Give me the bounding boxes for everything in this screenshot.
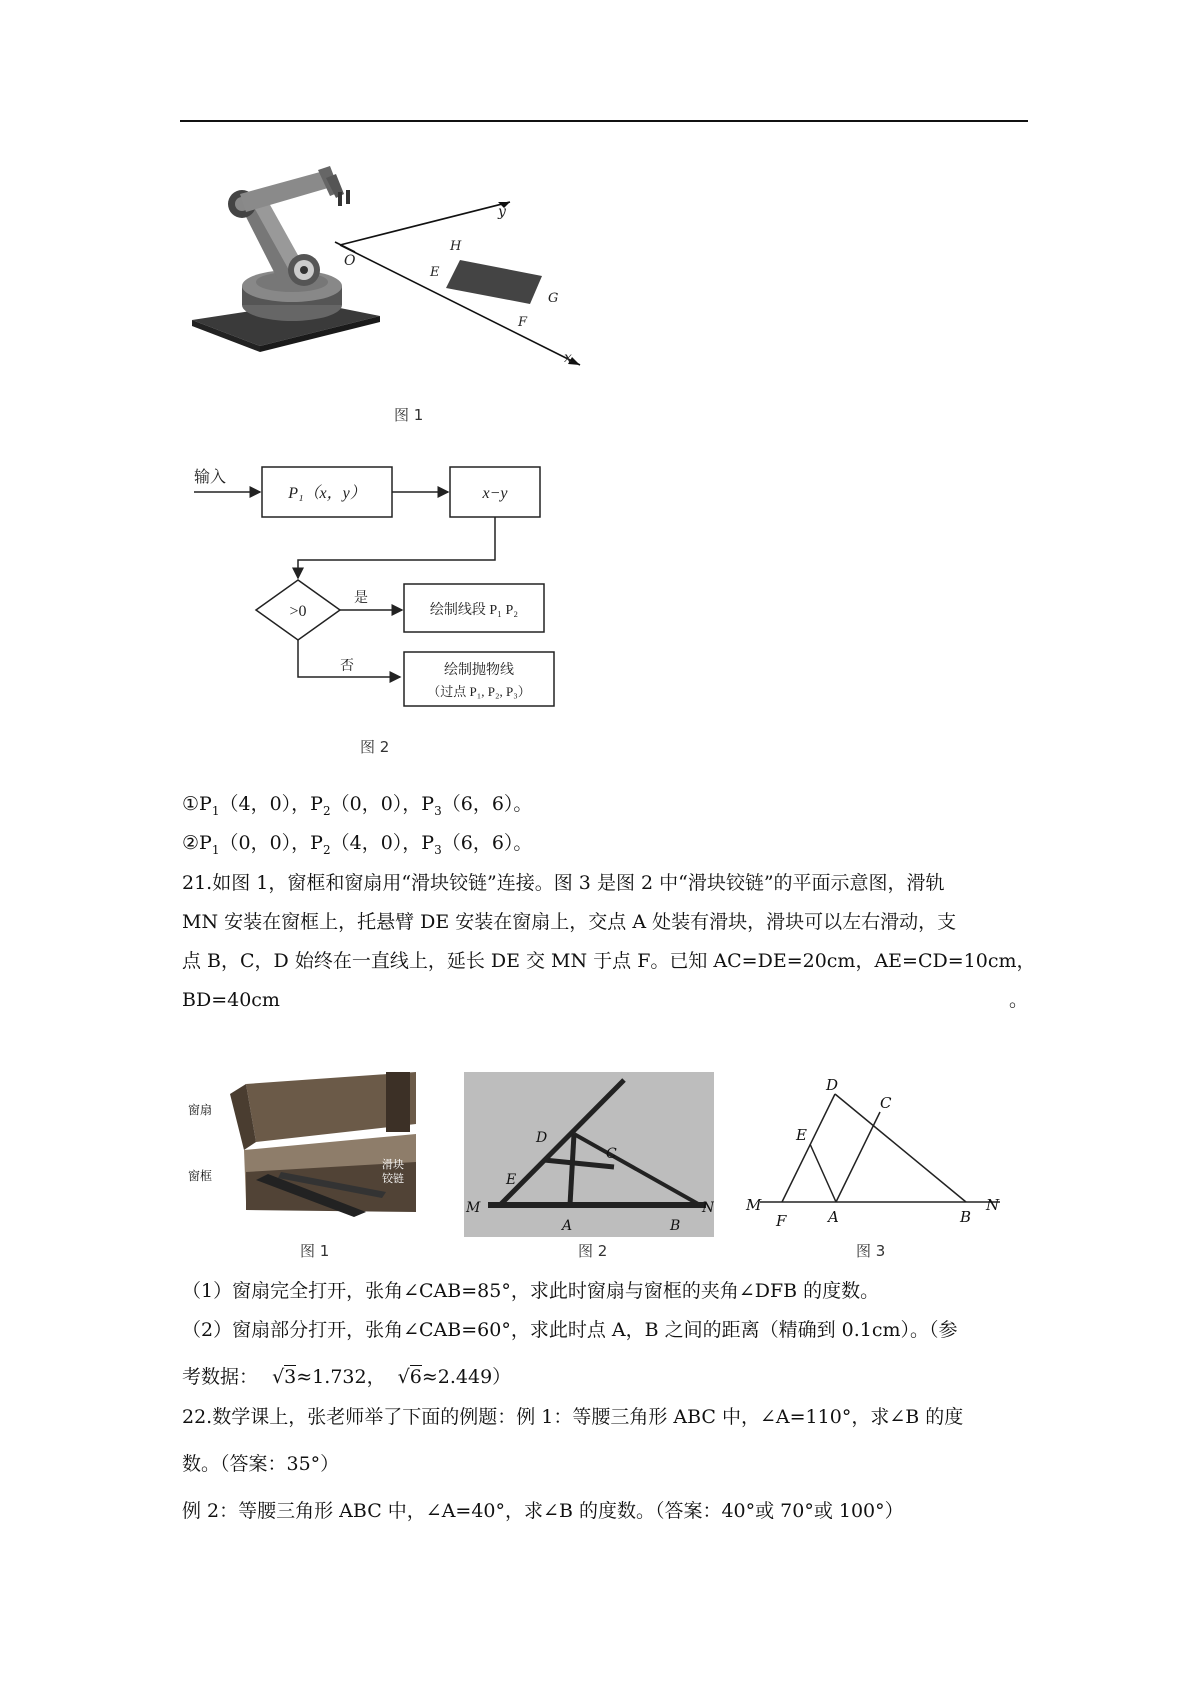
figure1-robot-arm-diagram [180, 150, 640, 400]
label-e: E [430, 265, 440, 280]
svg-text:C: C [880, 1094, 892, 1112]
q21-sub2: （2）窗扇部分打开，张角∠CAB=60°，求此时点 A，B 之间的距离（精确到 0.1cm）。（参 [182, 1319, 958, 1341]
svg-text:B: B [670, 1218, 681, 1234]
label-g: G [548, 291, 559, 306]
svg-text:B: B [960, 1208, 972, 1226]
svg-text:N: N [702, 1200, 714, 1216]
svg-text:C: C [606, 1146, 617, 1162]
q21-diagram3-caption: 图 3 [856, 1242, 886, 1260]
svg-text:A: A [828, 1208, 839, 1226]
svg-text:F: F [776, 1212, 787, 1230]
svg-text:铰链: 铰链 [382, 1172, 404, 1185]
no-label: 否 [340, 659, 354, 674]
yes-label: 是 [354, 591, 368, 606]
svg-text:M: M [466, 1200, 481, 1216]
label-frame: 窗框 [188, 1169, 213, 1183]
q20-item-2: $②P_1(0$，0），$P_2(4$，0），$P_3(6$，6）。 [182, 832, 533, 857]
svg-text:A: A [562, 1218, 573, 1234]
label-o: O [344, 253, 356, 269]
svg-text:E: E [506, 1172, 517, 1188]
svg-text:N: N [986, 1196, 1000, 1214]
q21-photo1-caption: 图 1 [300, 1242, 330, 1260]
svg-text:D: D [826, 1076, 839, 1094]
input-label: 输入 [194, 469, 227, 486]
svg-text:（过点 P₁, P₂, P₃）: （过点 P₁, P₂, P₃） [427, 684, 531, 699]
label-sash: 窗扇 [188, 1103, 213, 1117]
q21-photo1-window [186, 1072, 416, 1237]
svg-text:P₁（x，y）: P₁（x，y） [288, 485, 366, 502]
sqrt-6: √6 [397, 1366, 422, 1388]
sqrt-3: √3 [272, 1366, 297, 1388]
label-x: x [564, 350, 572, 366]
q21-ref-data: 考数据： √3≈1.732， √6≈2.449） [182, 1358, 1028, 1397]
svg-text:E: E [796, 1126, 807, 1144]
label-h: H [450, 239, 462, 254]
q22-text: 22.数学课上，张老师举了下面的例题：例 1：等腰三角形 ABC 中，∠A=110°，求∠B 的度 数。（答案：35°） 例 2：等腰三角形 ABC 中，∠A=40°，求∠B 的度数。（答案：40°或 70°或 100°） [182, 1406, 964, 1522]
q21-text: 21.如图 1，窗框和窗扇用“滑块铰链”连接。图 3 是图 2 中“滑块铰链”的平面示意图，滑轨 MN 安装在窗框上，托悬臂 DE 安装在窗扇上，交点 A 处装有滑块，滑块可以左右滑动，支 点 B，C，D 始终在一直线上，延长 DE 交 MN 于点 F。已知 AC=DE=20cm，AE=CD=10cm， BD=40cm 。 [182, 872, 1036, 1011]
svg-text:M: M [746, 1196, 762, 1214]
figure2-caption: 图 2 [360, 738, 390, 756]
q21-photo2-hinge [464, 1072, 714, 1237]
svg-text:D: D [536, 1130, 548, 1146]
svg-text:绘制线段 P₁ P₂: 绘制线段 P₁ P₂ [429, 603, 519, 618]
figure1-caption: 图 1 [394, 406, 424, 424]
svg-text:x−y: x−y [482, 485, 508, 502]
svg-text:>0: >0 [289, 603, 307, 620]
svg-text:滑块: 滑块 [382, 1158, 404, 1171]
figure2-flowchart [180, 452, 600, 738]
label-y: y [498, 204, 506, 220]
q21-subquestions [182, 1272, 1028, 1397]
q21-photo2-caption: 图 2 [578, 1242, 608, 1260]
label-f: F [518, 315, 528, 330]
q21-sub1: （1）窗扇完全打开，张角∠CAB=85°，求此时窗扇与窗框的夹角∠DFB 的度数。 [182, 1280, 880, 1302]
svg-text:绘制抛物线: 绘制抛物线 [444, 663, 514, 678]
header-rule [180, 120, 1028, 122]
q20-item-1: $①P_1(4$，0），$P_2(0$，0），$P_3(6$，6）。 [182, 793, 533, 818]
q21-diagram3 [730, 1072, 1020, 1237]
